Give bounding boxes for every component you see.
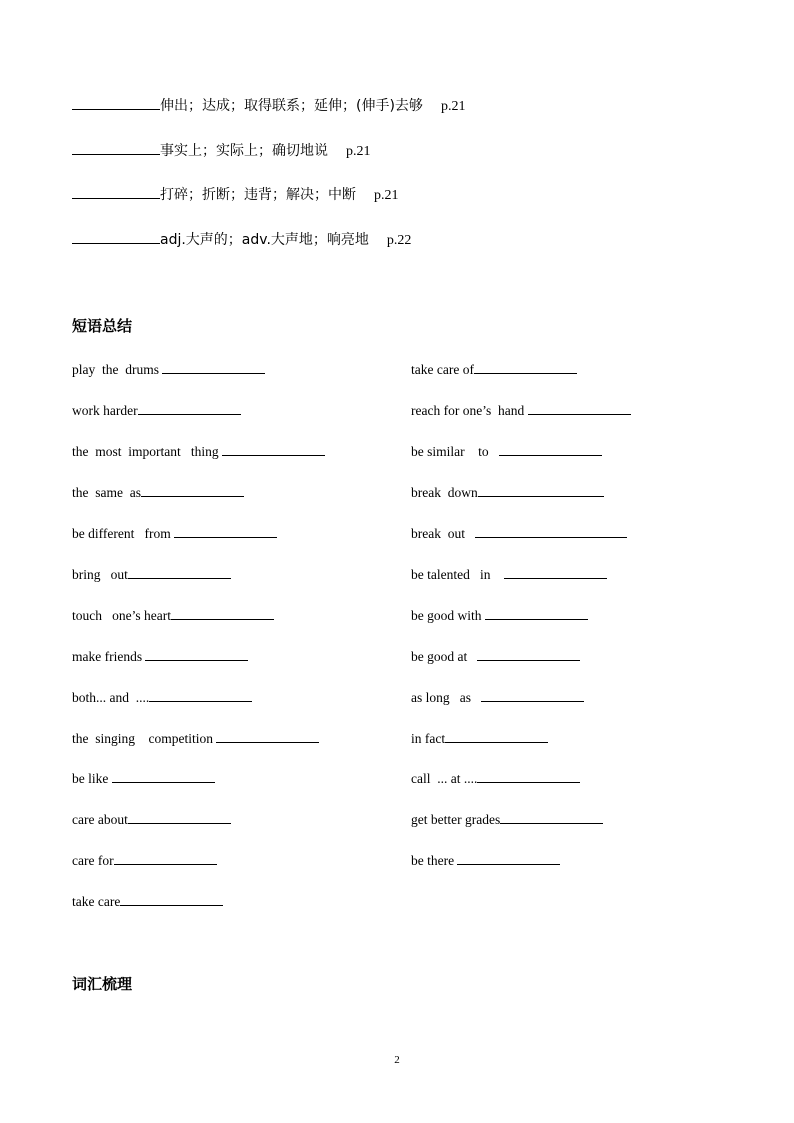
phrase-left-3 <box>72 443 325 461</box>
phrase-text: get better grades <box>411 812 501 827</box>
phrase-text: break down <box>411 485 478 500</box>
vocab-page-ref: p.21 <box>346 144 371 159</box>
phrase-left-10 <box>72 730 319 748</box>
answer-blank[interactable] <box>457 852 560 865</box>
answer-blank[interactable] <box>216 730 319 743</box>
phrase-text: be there <box>411 853 458 868</box>
phrase-text: break out <box>411 526 476 541</box>
phrase-text: take care of <box>411 362 474 377</box>
phrase-text: both... and .... <box>72 690 150 705</box>
answer-blank[interactable] <box>174 525 277 538</box>
answer-blank[interactable] <box>500 811 603 824</box>
answer-blank[interactable] <box>72 142 160 155</box>
answer-blank[interactable] <box>504 566 607 579</box>
vocab-meaning: 事实上；实际上；确切地说 <box>160 143 328 159</box>
phrase-left-11 <box>72 770 215 788</box>
phrase-right-10 <box>411 730 548 748</box>
answer-blank[interactable] <box>477 648 580 661</box>
answer-blank[interactable] <box>222 443 325 456</box>
phrase-right-7 <box>411 607 588 625</box>
phrase-left-1 <box>72 361 265 379</box>
phrase-text: the most important thing <box>72 444 222 459</box>
vocab-page-ref: p.22 <box>386 233 412 248</box>
answer-blank[interactable] <box>445 730 548 743</box>
phrase-right-1 <box>411 361 577 379</box>
answer-blank[interactable] <box>72 231 160 244</box>
phrase-left-6 <box>72 566 231 584</box>
phrase-text: be like <box>72 771 112 786</box>
answer-blank[interactable] <box>138 402 241 415</box>
phrase-right-12 <box>411 811 603 829</box>
answer-blank[interactable] <box>162 361 265 374</box>
phrase-right-2 <box>411 402 631 420</box>
vocab-line-2 <box>72 142 371 161</box>
section-heading-phrase-summary: 短语总结 <box>72 317 133 335</box>
phrase-text: the same as <box>72 485 141 500</box>
vocab-meaning: adj.大声的；adv.大声地；响亮地 <box>160 232 369 248</box>
answer-blank[interactable] <box>171 607 274 620</box>
answer-blank[interactable] <box>474 361 577 374</box>
phrase-text: play the drums <box>72 362 163 377</box>
phrase-left-13 <box>72 852 217 870</box>
answer-blank[interactable] <box>481 689 584 702</box>
answer-blank[interactable] <box>114 852 217 865</box>
vocab-line-3 <box>72 186 399 205</box>
answer-blank[interactable] <box>478 484 604 497</box>
phrase-right-6 <box>411 566 607 584</box>
answer-blank[interactable] <box>475 525 627 538</box>
phrase-text: care about <box>72 812 128 827</box>
phrase-text: call ... at .... <box>411 771 478 786</box>
answer-blank[interactable] <box>485 607 588 620</box>
phrase-left-12 <box>72 811 231 829</box>
phrase-right-11 <box>411 770 580 788</box>
answer-blank[interactable] <box>128 811 231 824</box>
phrase-right-9 <box>411 689 584 707</box>
answer-blank[interactable] <box>112 770 215 783</box>
vocab-line-1 <box>72 97 465 116</box>
phrase-left-14 <box>72 893 223 911</box>
phrase-text: take care <box>72 894 121 909</box>
phrase-text: touch one’s heart <box>72 608 171 623</box>
vocab-meaning: 伸出；达成；取得联系；延伸；(伸手)去够 <box>160 98 423 114</box>
phrase-text: work harder <box>72 403 138 418</box>
answer-blank[interactable] <box>120 893 223 906</box>
phrase-text: be good at <box>411 649 478 664</box>
phrase-text: be good with <box>411 608 485 623</box>
answer-blank[interactable] <box>72 186 160 199</box>
phrase-text: be talented in <box>411 567 504 582</box>
vocab-meaning: 打碎；折断；违背；解决；中断 <box>160 187 356 203</box>
phrase-text: the singing competition <box>72 731 217 746</box>
answer-blank[interactable] <box>145 648 248 661</box>
phrase-text: make friends <box>72 649 146 664</box>
answer-blank[interactable] <box>528 402 631 415</box>
phrase-text: reach for one’s hand <box>411 403 528 418</box>
phrase-left-9 <box>72 689 252 707</box>
phrase-text: be different from <box>72 526 175 541</box>
phrase-right-3 <box>411 443 602 461</box>
vocab-line-4 <box>72 231 411 250</box>
vocab-page-ref: p.21 <box>374 188 399 203</box>
phrase-left-4 <box>72 484 244 502</box>
phrase-text: as long as <box>411 690 482 705</box>
phrase-text: bring out <box>72 567 128 582</box>
answer-blank[interactable] <box>72 97 160 110</box>
vocab-page-ref: p.21 <box>440 99 466 114</box>
answer-blank[interactable] <box>128 566 231 579</box>
answer-blank[interactable] <box>477 770 580 783</box>
phrase-right-13 <box>411 852 560 870</box>
answer-blank[interactable] <box>499 443 602 456</box>
phrase-text: be similar to <box>411 444 499 459</box>
answer-blank[interactable] <box>149 689 252 702</box>
section-heading-vocab-review: 词汇梳理 <box>72 975 133 993</box>
phrase-left-8 <box>72 648 248 666</box>
phrase-right-8 <box>411 648 580 666</box>
phrase-right-5 <box>411 525 627 543</box>
phrase-left-2 <box>72 402 241 420</box>
phrase-text: in fact <box>411 731 446 746</box>
phrase-text: care for <box>72 853 114 868</box>
answer-blank[interactable] <box>141 484 244 497</box>
phrase-left-5 <box>72 525 277 543</box>
page-number: 2 <box>394 1054 400 1066</box>
phrase-right-4 <box>411 484 604 502</box>
phrase-left-7 <box>72 607 274 625</box>
